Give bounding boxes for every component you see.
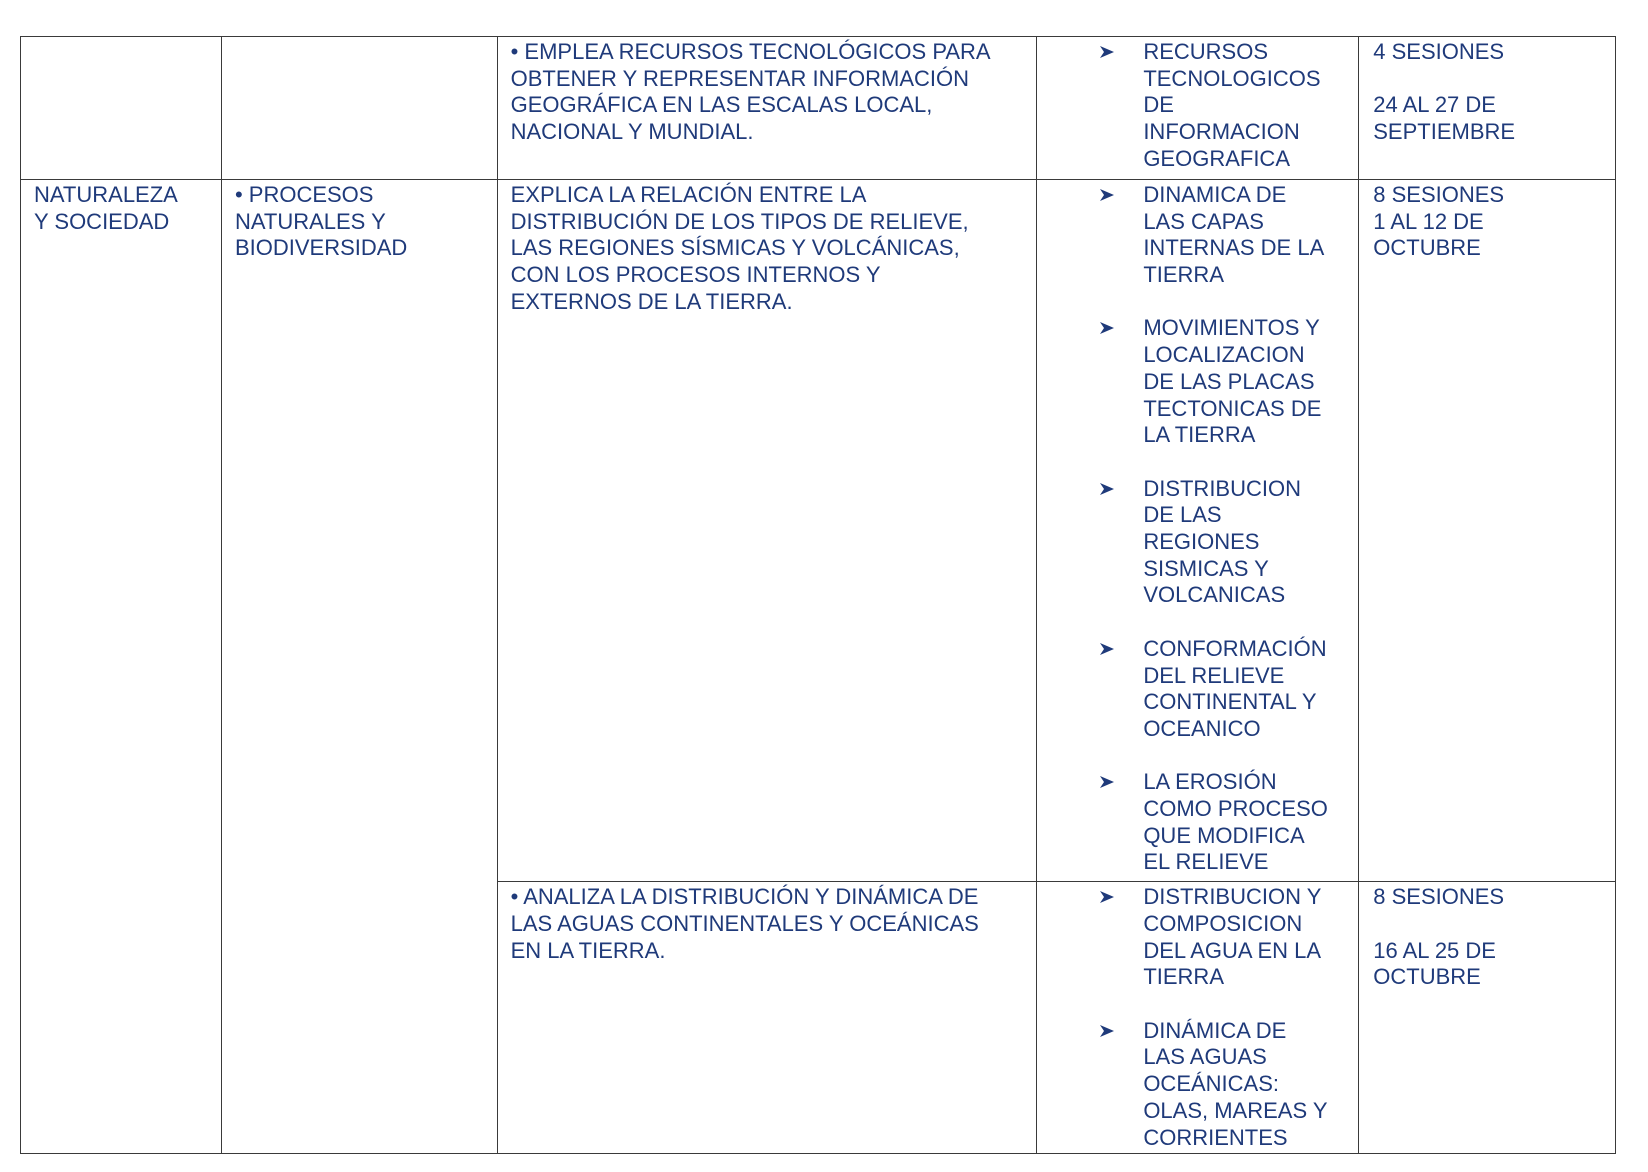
topic-text: DINÁMICA DE LAS AGUAS OCEÁNICAS: OLAS, MAREAS Y CORRIENTES [1143,1017,1328,1150]
arrowhead-bullet-icon [1049,884,1143,904]
spacer [1373,66,1601,93]
list-item [1049,39,1346,173]
aprendizaje-cell [497,179,1037,881]
topic-list [1037,882,1358,1151]
list-item [1049,884,1346,991]
tema-cell [221,37,497,180]
aprendizaje-text: • EMPLEA RECURSOS TECNOLÓGICOS PARA OBTENER Y REPRESENTAR INFORMACIÓN GEOGRÁFICA EN LAS ESCALAS LOCAL, NACIONAL Y MUNDIAL. [510,39,991,145]
arrowhead-bullet-icon [1049,476,1143,496]
aprendizaje-cell [497,882,1037,1154]
topic-text: CONFORMACIÓN DEL RELIEVE CONTINENTAL Y OCEANICO [1143,635,1327,741]
sesiones-text: 8 SESIONES [1373,884,1505,910]
tema-text: • PROCESOS NATURALES Y BIODIVERSIDAD [234,181,408,261]
topic-list [1037,37,1358,173]
fechas-text: 24 AL 27 DE SEPTIEMBRE [1373,92,1516,145]
list-item [1049,1018,1346,1152]
topic-text: DISTRIBUCION Y COMPOSICION DEL AGUA EN LA TIERRA [1143,884,1322,990]
fechas-text: 1 AL 12 DE OCTUBRE [1373,208,1484,261]
contenidos-cell [1037,882,1359,1154]
topic-text: RECURSOS TECNOLOGICOS DE INFORMACION GEOGRAFICA [1143,39,1321,171]
list-item [1049,476,1346,610]
planning-table [20,36,1616,1154]
list-item [1049,182,1346,289]
list-item [1049,636,1346,743]
arrowhead-bullet-icon [1049,636,1143,656]
arrowhead-bullet-icon [1049,182,1143,202]
aprendizaje-text: • ANALIZA LA DISTRIBUCIÓN Y DINÁMICA DE LAS AGUAS CONTINENTALES Y OCEÁNICAS EN LA TIERRA. [510,884,979,963]
topic-text: DISTRIBUCION DE LAS REGIONES SISMICAS Y VOLCANICAS [1143,475,1301,608]
spacer [1373,911,1601,938]
eje-cell [21,179,222,1153]
fechas-text: 16 AL 25 DE OCTUBRE [1373,937,1496,990]
arrowhead-bullet-icon [1049,769,1143,789]
tema-cell [221,179,497,1153]
tiempo-cell [1359,179,1616,881]
topic-text: MOVIMIENTOS Y LOCALIZACION DE LAS PLACAS TECTONICAS DE LA TIERRA [1143,315,1322,448]
topic-list [1037,180,1358,876]
tiempo-cell [1359,882,1616,1154]
topic-text: LA EROSIÓN COMO PROCESO QUE MODIFICA EL RELIEVE [1143,769,1328,875]
contenidos-cell [1037,179,1359,881]
sesiones-text: 8 SESIONES [1373,181,1505,207]
topic-text: DINAMICA DE LAS CAPAS INTERNAS DE LA TIERRA [1143,181,1325,287]
aprendizaje-cell [497,37,1037,180]
arrowhead-bullet-icon [1049,1018,1143,1038]
list-item [1049,315,1346,449]
arrowhead-bullet-icon [1049,39,1143,59]
eje-cell [21,37,222,180]
tema-text [222,37,497,39]
tiempo-block [1359,882,1615,991]
arrowhead-bullet-icon [1049,315,1143,335]
contenidos-cell [1037,37,1359,180]
table-row [21,179,1616,881]
tiempo-block [1359,180,1615,262]
eje-text: NATURALEZA Y SOCIEDAD [34,181,178,234]
list-item [1049,769,1346,876]
tiempo-block [1359,37,1615,146]
eje-text [21,37,221,39]
tiempo-cell [1359,37,1616,180]
aprendizaje-text: EXPLICA LA RELACIÓN ENTRE LA DISTRIBUCIÓN DE LOS TIPOS DE RELIEVE, LAS REGIONES SÍSMICAS Y VOLCÁNICAS, CON LOS PROCESOS INTERNOS Y EXTERNOS DE LA TIERRA. [510,181,969,314]
table-row [21,37,1616,180]
sesiones-text: 4 SESIONES [1373,39,1505,64]
